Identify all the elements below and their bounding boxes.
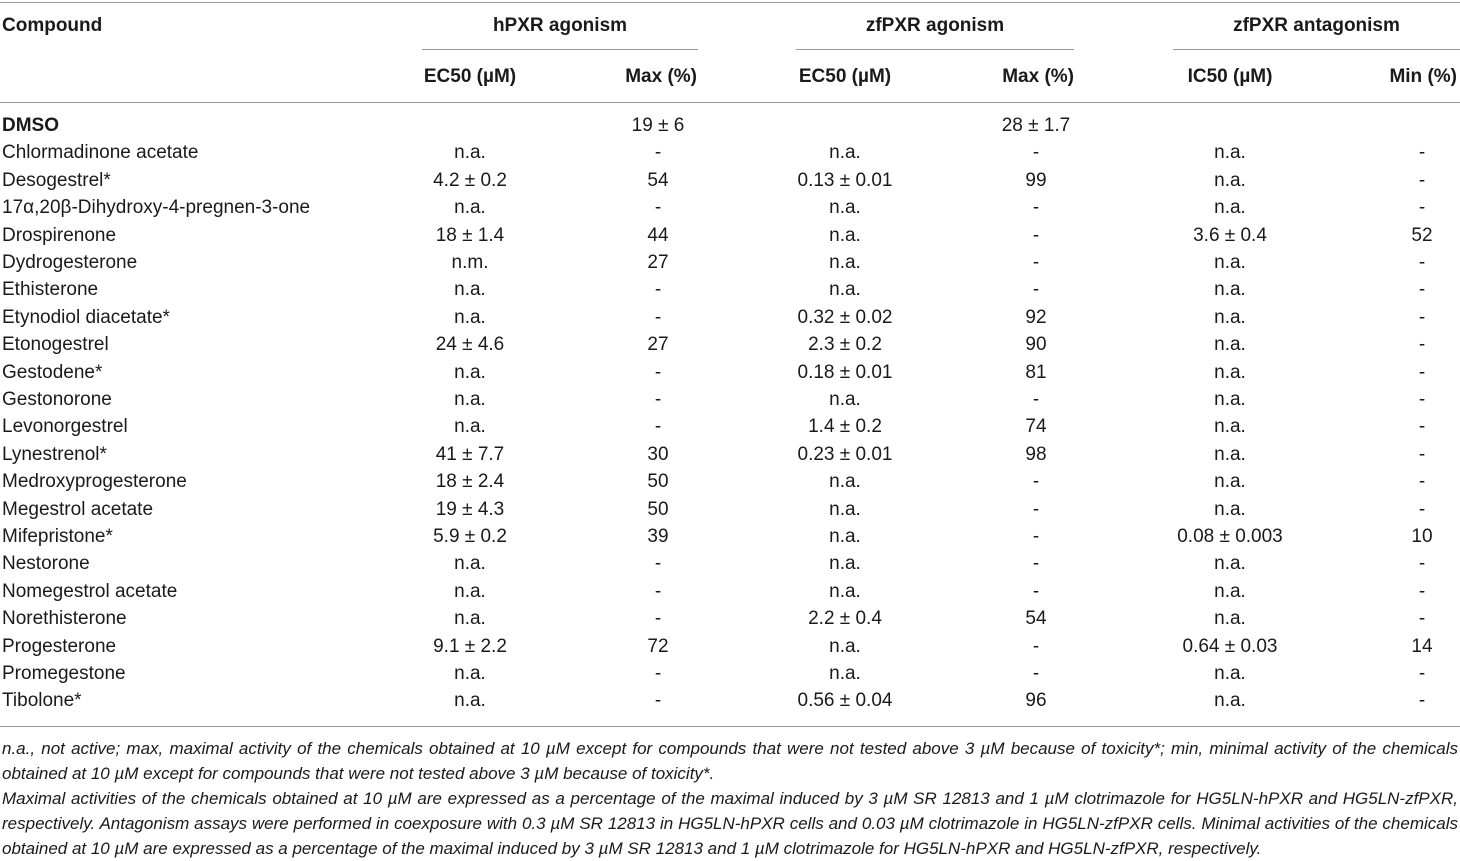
cell-zfpxr-min: - bbox=[1418, 663, 1426, 684]
cell-zfpxr-ic50: n.a. bbox=[1214, 444, 1246, 465]
subheader-zfpxr-min: Min (%) bbox=[1389, 66, 1457, 87]
group-header-zfpxr-antagonism: zfPXR antagonism bbox=[1233, 15, 1400, 36]
cell-hpxr-ec50: n.a. bbox=[454, 416, 486, 437]
cell-zfpxr-ec50: 0.56 ± 0.04 bbox=[797, 690, 893, 711]
cell-zfpxr-ic50: n.a. bbox=[1214, 142, 1246, 163]
cell-hpxr-max: - bbox=[654, 581, 662, 602]
cell-hpxr-max: 72 bbox=[647, 636, 669, 657]
compound-name: DMSO bbox=[2, 115, 59, 136]
cell-zfpxr-max: 54 bbox=[1025, 608, 1047, 629]
cell-hpxr-max: 39 bbox=[647, 526, 669, 547]
cell-zfpxr-ic50: n.a. bbox=[1214, 170, 1246, 191]
cell-zfpxr-ic50: n.a. bbox=[1214, 307, 1246, 328]
cell-hpxr-max: 44 bbox=[647, 225, 669, 246]
cell-zfpxr-ic50: n.a. bbox=[1214, 197, 1246, 218]
compound-name: Etynodiol diacetate* bbox=[2, 307, 170, 328]
cell-hpxr-ec50: n.a. bbox=[454, 608, 486, 629]
cell-zfpxr-ic50: 0.08 ± 0.003 bbox=[1177, 526, 1283, 547]
compound-name: Etonogestrel bbox=[2, 334, 109, 355]
cell-zfpxr-max: 28 ± 1.7 bbox=[1001, 115, 1071, 136]
cell-hpxr-max: - bbox=[654, 663, 662, 684]
cell-hpxr-ec50: n.a. bbox=[454, 389, 486, 410]
cell-zfpxr-ic50: n.a. bbox=[1214, 581, 1246, 602]
cell-hpxr-ec50: 41 ± 7.7 bbox=[435, 444, 505, 465]
subheader-zfpxr-ic50: IC50 (µM) bbox=[1187, 66, 1273, 87]
cell-hpxr-ec50: 18 ± 2.4 bbox=[435, 471, 505, 492]
cell-zfpxr-min: - bbox=[1418, 499, 1426, 520]
cell-zfpxr-max: - bbox=[1032, 526, 1040, 547]
cell-hpxr-max: - bbox=[654, 279, 662, 300]
cell-zfpxr-max: 90 bbox=[1025, 334, 1047, 355]
footnote-abbreviations: n.a., not active; max, maximal activity of the chemicals obtained at 10 µM except for compounds that were not tested above 3 µM because of toxicity*; min, minimal activity of the chemicals obtained at 10 µM except for compounds that were not tested above 3 µM because of toxicity*. bbox=[2, 739, 1458, 783]
cell-hpxr-ec50: n.a. bbox=[454, 197, 486, 218]
cell-zfpxr-max: - bbox=[1032, 663, 1040, 684]
cell-zfpxr-ic50: n.a. bbox=[1214, 690, 1246, 711]
cell-zfpxr-ic50: n.a. bbox=[1214, 389, 1246, 410]
compound-name: Promegestone bbox=[2, 663, 126, 684]
compound-name: Progesterone bbox=[2, 636, 117, 657]
bottom-rule bbox=[0, 726, 1460, 727]
cell-zfpxr-max: - bbox=[1032, 252, 1040, 273]
cell-hpxr-max: - bbox=[654, 389, 662, 410]
cell-zfpxr-min: - bbox=[1418, 170, 1426, 191]
cell-zfpxr-min: - bbox=[1418, 416, 1426, 437]
cell-zfpxr-min: - bbox=[1418, 362, 1426, 383]
group-header-hpxr-agonism: hPXR agonism bbox=[492, 15, 628, 36]
cell-zfpxr-max: 96 bbox=[1025, 690, 1047, 711]
cell-zfpxr-ec50: 0.32 ± 0.02 bbox=[797, 307, 893, 328]
cell-zfpxr-ec50: 0.18 ± 0.01 bbox=[797, 362, 893, 383]
cell-zfpxr-min: - bbox=[1418, 197, 1426, 218]
cell-zfpxr-ec50: n.a. bbox=[829, 471, 861, 492]
cell-zfpxr-min: - bbox=[1418, 142, 1426, 163]
cell-zfpxr-ec50: n.a. bbox=[829, 663, 861, 684]
cell-zfpxr-max: 74 bbox=[1025, 416, 1047, 437]
cell-hpxr-max: - bbox=[654, 142, 662, 163]
cell-zfpxr-ic50: n.a. bbox=[1214, 252, 1246, 273]
cell-zfpxr-ec50: n.a. bbox=[829, 279, 861, 300]
cell-hpxr-max: 30 bbox=[647, 444, 669, 465]
cell-hpxr-ec50: 18 ± 1.4 bbox=[435, 225, 505, 246]
footnote-methods: Maximal activities of the chemicals obtained at 10 µM are expressed as a percentage of the maximal induced by 3 µM SR 12813 and 1 µM clotrimazole for HG5LN-hPXR and HG5LN-zfPXR, respectively. Antagonism assays were performed in coexposure with 0.3 µM SR 12813 in HG5LN-hPXR cells and 0.03 µM clotrimazole in HG5LN-zfPXR cells. Minimal activities of the chemicals obtained at 10 µM are expressed as a percentage of the maximal induced by 3 µM SR 12813 and 1 µM clotrimazole for HG5LN-hPXR and HG5LN-zfPXR, respectively. bbox=[2, 789, 1458, 858]
cell-zfpxr-ic50: n.a. bbox=[1214, 362, 1246, 383]
cell-hpxr-ec50: n.a. bbox=[454, 307, 486, 328]
subheader-hpxr-max: Max (%) bbox=[625, 66, 697, 87]
cell-zfpxr-ec50: n.a. bbox=[829, 526, 861, 547]
hpxr-agonism-underline bbox=[422, 49, 698, 50]
cell-zfpxr-max: - bbox=[1032, 389, 1040, 410]
compound-name: Megestrol acetate bbox=[2, 499, 154, 520]
cell-zfpxr-min: 10 bbox=[1411, 526, 1433, 547]
cell-hpxr-max: - bbox=[654, 608, 662, 629]
compound-name: Chlormadinone acetate bbox=[2, 142, 199, 163]
cell-hpxr-ec50: n.a. bbox=[454, 362, 486, 383]
cell-zfpxr-min: - bbox=[1418, 389, 1426, 410]
cell-zfpxr-max: - bbox=[1032, 499, 1040, 520]
cell-zfpxr-min: - bbox=[1418, 252, 1426, 273]
cell-zfpxr-ic50: n.a. bbox=[1214, 608, 1246, 629]
cell-hpxr-max: - bbox=[654, 416, 662, 437]
cell-zfpxr-ec50: n.a. bbox=[829, 252, 861, 273]
cell-zfpxr-ec50: 1.4 ± 0.2 bbox=[808, 416, 882, 437]
cell-hpxr-max: 50 bbox=[647, 499, 669, 520]
subheader-hpxr-ec50: EC50 (µM) bbox=[423, 66, 517, 87]
cell-zfpxr-min: - bbox=[1418, 690, 1426, 711]
cell-zfpxr-min: - bbox=[1418, 279, 1426, 300]
compound-name: Norethisterone bbox=[2, 608, 127, 629]
group-header-zfpxr-agonism: zfPXR agonism bbox=[865, 15, 1005, 36]
cell-zfpxr-max: - bbox=[1032, 581, 1040, 602]
cell-zfpxr-ic50: n.a. bbox=[1214, 334, 1246, 355]
cell-hpxr-ec50: n.a. bbox=[454, 581, 486, 602]
cell-hpxr-ec50: n.a. bbox=[454, 690, 486, 711]
cell-zfpxr-min: - bbox=[1418, 471, 1426, 492]
cell-zfpxr-ec50: n.a. bbox=[829, 142, 861, 163]
cell-hpxr-max: - bbox=[654, 690, 662, 711]
cell-zfpxr-min: - bbox=[1418, 307, 1426, 328]
compound-header: Compound bbox=[2, 15, 103, 36]
cell-hpxr-ec50: 9.1 ± 2.2 bbox=[433, 636, 507, 657]
cell-hpxr-max: 27 bbox=[647, 334, 669, 355]
cell-zfpxr-min: - bbox=[1418, 553, 1426, 574]
cell-zfpxr-ic50: 0.64 ± 0.03 bbox=[1182, 636, 1278, 657]
cell-zfpxr-min: - bbox=[1418, 581, 1426, 602]
cell-hpxr-ec50: n.a. bbox=[454, 663, 486, 684]
cell-zfpxr-max: - bbox=[1032, 197, 1040, 218]
header-rule bbox=[0, 102, 1460, 103]
subheader-zfpxr-ec50: EC50 (µM) bbox=[798, 66, 892, 87]
cell-hpxr-ec50: n.m. bbox=[451, 252, 489, 273]
compound-name: Levonorgestrel bbox=[2, 416, 128, 437]
cell-zfpxr-min: 52 bbox=[1411, 225, 1433, 246]
compound-name: Lynestrenol* bbox=[2, 444, 107, 465]
compound-name: Ethisterone bbox=[2, 279, 99, 300]
cell-zfpxr-ec50: n.a. bbox=[829, 389, 861, 410]
cell-zfpxr-min: - bbox=[1418, 444, 1426, 465]
cell-zfpxr-ic50: n.a. bbox=[1214, 663, 1246, 684]
cell-zfpxr-max: - bbox=[1032, 471, 1040, 492]
cell-zfpxr-ec50: 0.23 ± 0.01 bbox=[797, 444, 893, 465]
compound-name: Gestonorone bbox=[2, 389, 112, 410]
compound-name: Dydrogesterone bbox=[2, 252, 138, 273]
cell-hpxr-ec50: n.a. bbox=[454, 553, 486, 574]
compound-name: 17α,20β-Dihydroxy-4-pregnen-3-one bbox=[2, 197, 311, 218]
cell-hpxr-max: 50 bbox=[647, 471, 669, 492]
cell-hpxr-max: 27 bbox=[647, 252, 669, 273]
cell-zfpxr-ic50: 3.6 ± 0.4 bbox=[1193, 225, 1267, 246]
cell-zfpxr-min: - bbox=[1418, 608, 1426, 629]
compound-name: Desogestrel* bbox=[2, 170, 111, 191]
cell-zfpxr-ec50: n.a. bbox=[829, 499, 861, 520]
subheader-zfpxr-max: Max (%) bbox=[1002, 66, 1074, 87]
cell-zfpxr-max: - bbox=[1032, 553, 1040, 574]
cell-zfpxr-ec50: 0.13 ± 0.01 bbox=[797, 170, 893, 191]
cell-zfpxr-ec50: n.a. bbox=[829, 553, 861, 574]
cell-zfpxr-max: - bbox=[1032, 279, 1040, 300]
cell-hpxr-max: - bbox=[654, 307, 662, 328]
cell-zfpxr-min: 14 bbox=[1411, 636, 1433, 657]
cell-hpxr-ec50: n.a. bbox=[454, 279, 486, 300]
cell-zfpxr-ec50: 2.3 ± 0.2 bbox=[808, 334, 882, 355]
cell-hpxr-max: - bbox=[654, 362, 662, 383]
cell-zfpxr-max: 92 bbox=[1025, 307, 1047, 328]
cell-hpxr-max: - bbox=[654, 553, 662, 574]
compound-name: Gestodene* bbox=[2, 362, 103, 383]
cell-zfpxr-ic50: n.a. bbox=[1214, 416, 1246, 437]
top-rule bbox=[0, 2, 1460, 3]
cell-zfpxr-ec50: n.a. bbox=[829, 581, 861, 602]
cell-zfpxr-ic50: n.a. bbox=[1214, 499, 1246, 520]
cell-zfpxr-ec50: n.a. bbox=[829, 636, 861, 657]
cell-zfpxr-ic50: n.a. bbox=[1214, 279, 1246, 300]
compound-name: Mifepristone* bbox=[2, 526, 113, 547]
compound-name: Nestorone bbox=[2, 553, 90, 574]
cell-hpxr-ec50: 24 ± 4.6 bbox=[435, 334, 505, 355]
cell-zfpxr-max: - bbox=[1032, 142, 1040, 163]
cell-zfpxr-ic50: n.a. bbox=[1214, 553, 1246, 574]
cell-zfpxr-max: 81 bbox=[1025, 362, 1047, 383]
compound-name: Tibolone* bbox=[2, 690, 82, 711]
cell-zfpxr-ec50: n.a. bbox=[829, 197, 861, 218]
cell-hpxr-max: - bbox=[654, 197, 662, 218]
cell-zfpxr-min: - bbox=[1418, 334, 1426, 355]
cell-zfpxr-ec50: 2.2 ± 0.4 bbox=[808, 608, 882, 629]
cell-hpxr-ec50: 19 ± 4.3 bbox=[435, 499, 505, 520]
cell-zfpxr-max: - bbox=[1032, 225, 1040, 246]
compound-name: Medroxyprogesterone bbox=[2, 471, 187, 492]
cell-hpxr-max: 54 bbox=[647, 170, 669, 191]
cell-hpxr-ec50: 5.9 ± 0.2 bbox=[433, 526, 507, 547]
cell-zfpxr-ic50: n.a. bbox=[1214, 471, 1246, 492]
table-footnotes bbox=[2, 736, 1458, 861]
cell-hpxr-ec50: n.a. bbox=[454, 142, 486, 163]
cell-zfpxr-max: - bbox=[1032, 636, 1040, 657]
compound-name: Nomegestrol acetate bbox=[2, 581, 178, 602]
zfpxr-antagonism-underline bbox=[1173, 49, 1460, 50]
compound-name: Drospirenone bbox=[2, 225, 117, 246]
cell-hpxr-ec50: 4.2 ± 0.2 bbox=[433, 170, 507, 191]
cell-zfpxr-max: 99 bbox=[1025, 170, 1047, 191]
zfpxr-agonism-underline bbox=[796, 49, 1074, 50]
cell-zfpxr-max: 98 bbox=[1025, 444, 1047, 465]
cell-hpxr-max: 19 ± 6 bbox=[631, 115, 685, 136]
cell-zfpxr-ec50: n.a. bbox=[829, 225, 861, 246]
